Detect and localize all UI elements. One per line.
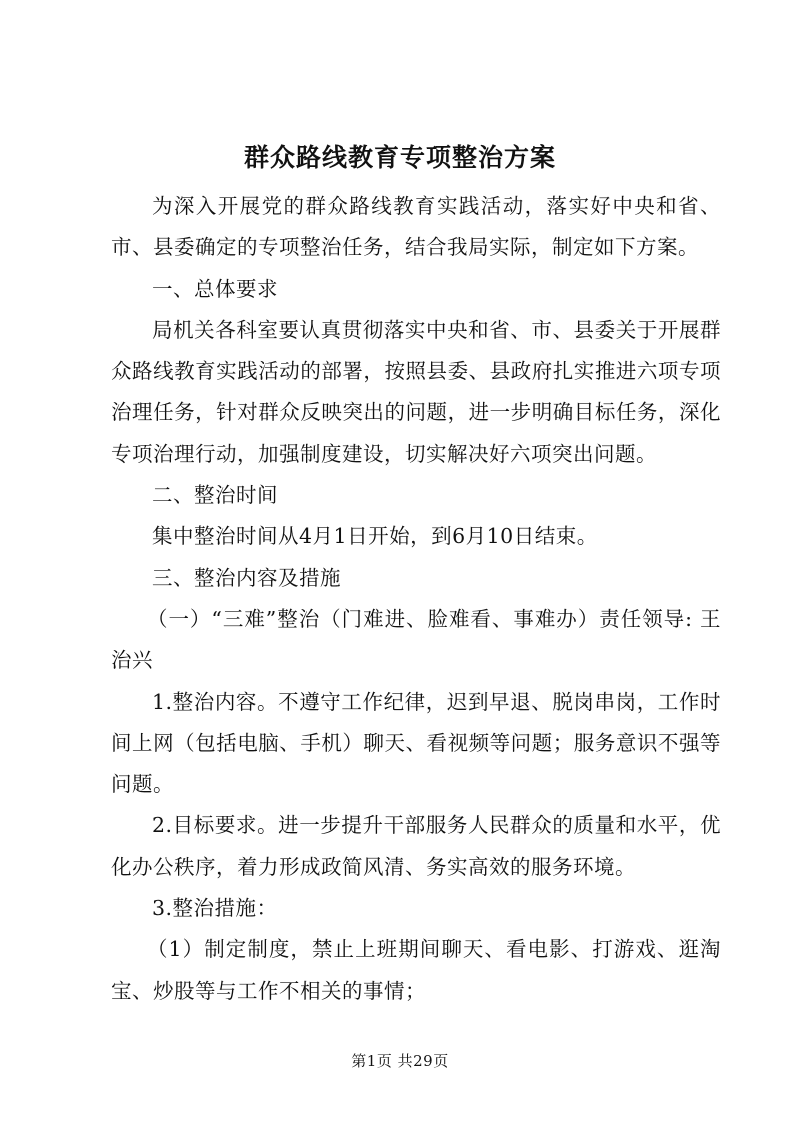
document-body <box>111 186 721 1012</box>
paragraph-requirements: 局机关各科室要认真贯彻落实中央和省、市、县委关于开展群众路线教育实践活动的部署，按照县委、县政府扎实推进六项专项治理任务，针对群众反映突出的问题，进一步明确目标任务，深化专项治理行动，加强制度建设，切实解决好六项突出问题。 <box>111 317 721 466</box>
section-heading-3: 三、整治内容及措施 <box>152 565 341 590</box>
subsection-heading-1: （一）“三难”整治（门难进、脸难看、事难办）责任领导: 王治兴 <box>111 606 721 673</box>
document-title: 群众路线教育专项整治方案 <box>243 143 556 172</box>
page-footer: 第1页 共29页 <box>351 1052 449 1070</box>
section-heading-1: 一、总体要求 <box>152 276 278 301</box>
paragraph-goal: 2.目标要求。进一步提升干部服务人民群众的质量和水平，优化办公秩序，着力形成政简风清、务实高效的服务环境。 <box>111 813 721 879</box>
section-heading-2: 二、整治时间 <box>152 483 278 508</box>
paragraph-measures-heading: 3.整治措施： <box>152 896 278 921</box>
paragraph-intro: 为深入开展党的群众路线教育实践活动，落实好中央和省、市、县委确定的专项整治任务，结合我局实际，制定如下方案。 <box>111 194 721 260</box>
paragraph-content: 1.整治内容。不遵守工作纪律，迟到早退、脱岗串岗，工作时间上网（包括电脑、手机）聊天、看视频等问题；服务意识不强等问题。 <box>111 689 721 797</box>
paragraph-time: 集中整治时间从4月1日开始，到6月10日结束。 <box>152 524 598 549</box>
paragraph-measure-1: （1）制定制度，禁止上班期间聊天、看电影、打游戏、逛淘宝、炒股等与工作不相关的事情； <box>111 937 721 1003</box>
